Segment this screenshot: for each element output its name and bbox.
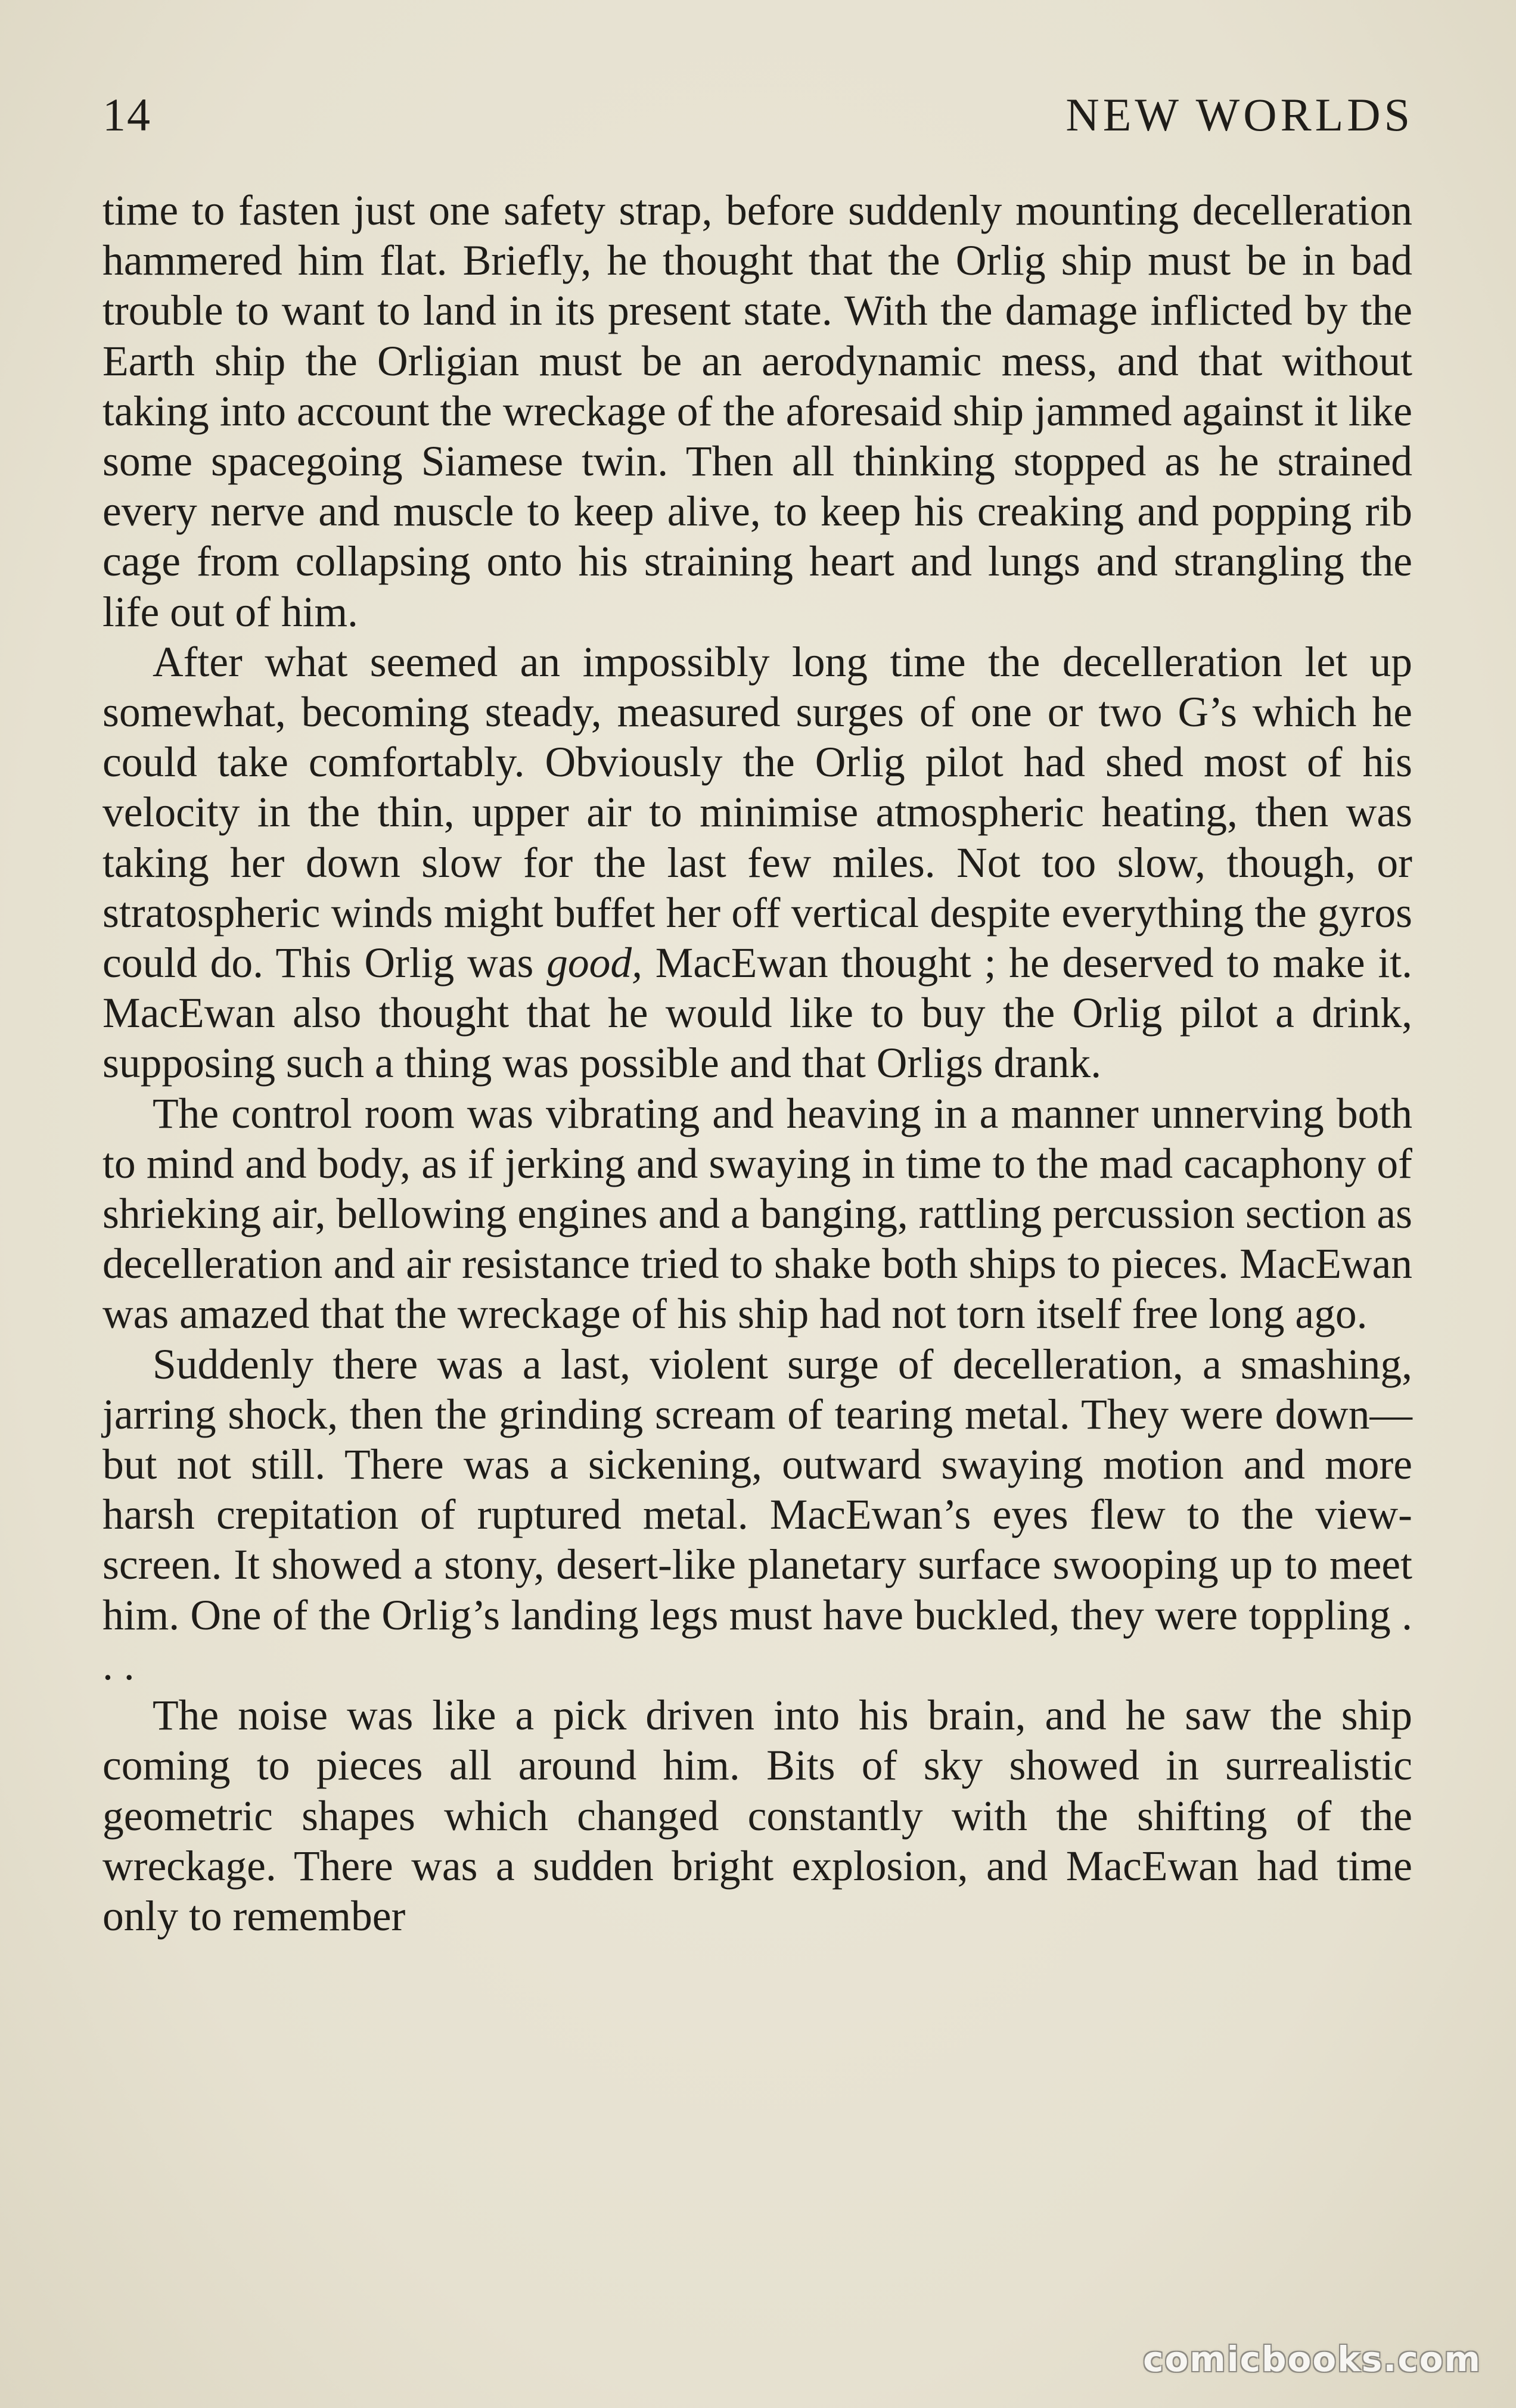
paragraph-4-text: Suddenly there was a last, violent surge of decelleration, a smashing, jarring shock, then the grinding scream of tearing metal. They were down—but not still. There was a sickening, outward swaying motion and more harsh crepitation of ruptured metal. MacEwan’s eyes flew to the view-screen. It showed a stony, desert-like planetary surface swooping up to meet him. One of the Orlig’s landing legs must have buckled, they were toppling . . . bbox=[102, 1340, 1412, 1689]
running-head bbox=[102, 82, 1414, 148]
page-number: 14 bbox=[102, 89, 151, 141]
paragraph-3-text: The control room was vibrating and heaving in a manner unnerving both to mind and body, as if jerking and swaying in time to the mad cacaphony of shrieking air, bellowing engines and a banging, rattling percussion section as decelleration and air resistance tried to shake both ships to pieces. MacEwan was amazed that the wreckage of his ship had not torn itself free long ago. bbox=[102, 1090, 1412, 1338]
watermark: comicbooks.com bbox=[1143, 2339, 1481, 2379]
paragraph-2-emphasis: good, bbox=[546, 939, 642, 987]
paragraph-4 bbox=[102, 1340, 1412, 1691]
paragraph-3 bbox=[102, 1089, 1412, 1340]
running-title: NEW WORLDS bbox=[1065, 89, 1414, 141]
paragraph-2-text-after: MacEwan thought ; he deserved to make it. MacEwan also thought that he would like to buy the Orlig pilot a drink, supposing such a thing was possible and that Orligs drank. bbox=[102, 939, 1412, 1087]
paragraph-1-text: time to fasten just one safety strap, before suddenly mounting decelleration hammered him flat. Briefly, he thought that the Orlig ship must be in bad trouble to want to land in its present state. With the damage inflicted by the Earth ship the Orligian must be an aerodynamic mess, and that without taking into account the wreckage of the aforesaid ship jammed against it like some spacegoing Siamese twin. Then all thinking stopped as he strained every nerve and muscle to keep alive, to keep his creaking and popping rib cage from collapsing onto his straining heart and lungs and strangling the life out of him. bbox=[102, 187, 1412, 636]
paragraph-2-text-before: After what seemed an impossibly long time the decelleration let up somewhat, becoming steady, measured surges of one or two G’s which he could take comfortably. Obviously the Orlig pilot had shed most of his velocity in the thin, upper air to minimise atmospheric heating, then was taking her down slow for the last few miles. Not too slow, though, or stratospheric winds might buffet her off vertical despite everything the gyros could do. This Orlig was bbox=[102, 638, 1412, 987]
story-text bbox=[102, 186, 1412, 1942]
paragraph-1 bbox=[102, 186, 1412, 637]
paragraph-5-text: The noise was like a pick driven into his brain, and he saw the ship coming to pieces all around him. Bits of sky showed in surrealistic geometric shapes which changed constantly with the shifting of the wreckage. There was a sudden bright explosion, and MacEwan had time only to remember bbox=[102, 1692, 1412, 1940]
paragraph-5 bbox=[102, 1691, 1412, 1942]
paragraph-2 bbox=[102, 637, 1412, 1089]
